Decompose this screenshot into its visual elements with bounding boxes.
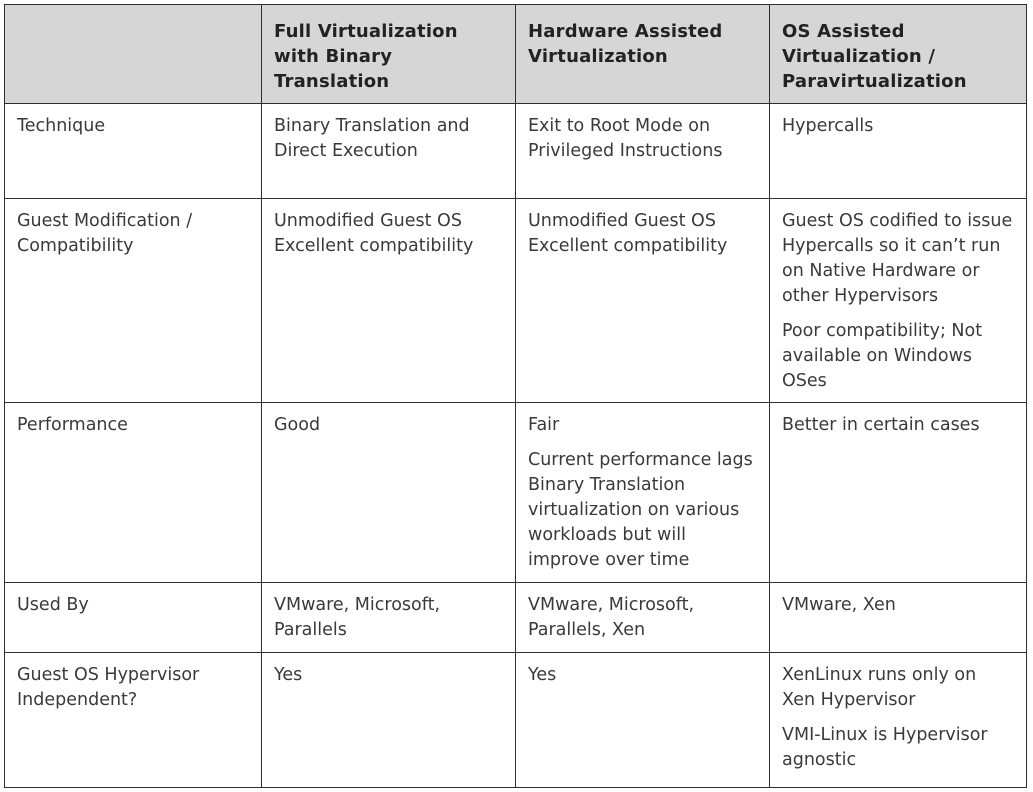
cell-text: VMware, Microsoft, Parallels (274, 595, 441, 640)
cell-text: Yes (274, 665, 303, 685)
table-row-technique (5, 104, 1027, 199)
cell-full-virtualization (262, 403, 516, 583)
cell-text: Current performance lags Binary Translation virtualization on various workloads but will improve over time (528, 450, 753, 570)
cell-hardware-assisted (516, 653, 770, 788)
row-label: Guest Modification / Compatibility (5, 199, 262, 403)
cell-full-virtualization (262, 653, 516, 788)
cell-text: VMI-Linux is Hypervisor agnostic (782, 725, 988, 770)
cell-full-virtualization (262, 583, 516, 653)
cell-hardware-assisted (516, 104, 770, 199)
header-os-assisted: OS Assisted Virtualization / Paravirtualization (770, 5, 1027, 104)
header-full-virtualization: Full Virtualization with Binary Translation (262, 5, 516, 104)
cell-full-virtualization (262, 104, 516, 199)
cell-hardware-assisted (516, 583, 770, 653)
cell-text: Unmodified Guest OS Excellent compatibility (528, 211, 728, 256)
cell-os-assisted (770, 199, 1027, 403)
cell-text: Binary Translation and Direct Execution (274, 116, 470, 161)
cell-text: XenLinux runs only on Xen Hypervisor (782, 665, 977, 710)
cell-hardware-assisted (516, 403, 770, 583)
cell-os-assisted (770, 403, 1027, 583)
cell-text: Yes (528, 665, 557, 685)
cell-text: VMware, Xen (782, 595, 896, 615)
cell-text: Good (274, 415, 321, 435)
table-body (5, 104, 1027, 788)
cell-hardware-assisted (516, 199, 770, 403)
cell-text: Exit to Root Mode on Privileged Instructions (528, 116, 723, 161)
cell-text: Better in certain cases (782, 415, 980, 435)
cell-text: Fair (528, 415, 560, 435)
row-label: Performance (5, 403, 262, 583)
cell-text: Poor compatibility; Not available on Windows OSes (782, 321, 983, 391)
header-cell-empty (5, 5, 262, 104)
header-row (5, 5, 1027, 104)
virtualization-comparison-table (4, 4, 1027, 788)
table-row-hypervisor-independent (5, 653, 1027, 788)
row-label: Used By (5, 583, 262, 653)
cell-text: Unmodified Guest OS Excellent compatibility (274, 211, 474, 256)
cell-full-virtualization (262, 199, 516, 403)
row-label: Technique (5, 104, 262, 199)
cell-os-assisted (770, 653, 1027, 788)
row-label: Guest OS Hypervisor Independent? (5, 653, 262, 788)
table-row-used-by (5, 583, 1027, 653)
cell-os-assisted (770, 104, 1027, 199)
cell-text: Guest OS codified to issue Hypercalls so it can’t run on Native Hardware or other Hypervisors (782, 211, 1013, 306)
table-row-guest-modification (5, 199, 1027, 403)
table-header (5, 5, 1027, 104)
header-hardware-assisted: Hardware Assisted Virtualization (516, 5, 770, 104)
cell-text: Hypercalls (782, 116, 874, 136)
table-row-performance (5, 403, 1027, 583)
cell-os-assisted (770, 583, 1027, 653)
cell-text: VMware, Microsoft, Parallels, Xen (528, 595, 695, 640)
